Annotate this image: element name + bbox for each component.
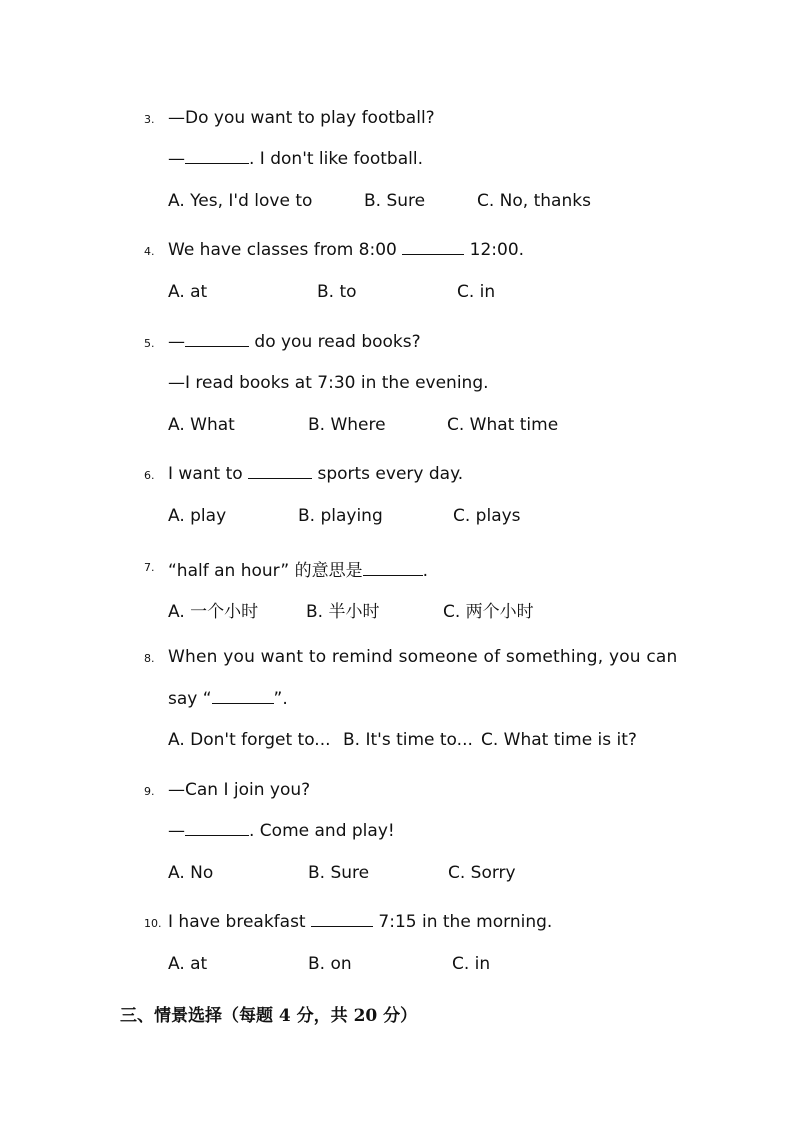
option-a: A. 一个小时	[168, 602, 259, 622]
dash: —	[168, 149, 185, 169]
option-a: A. Yes, I'd love to	[168, 191, 313, 211]
dash: —	[168, 821, 185, 841]
answer-line	[168, 149, 423, 169]
option-a: A. at	[168, 282, 208, 302]
question-number: 8.	[144, 652, 155, 665]
answer-blank	[363, 561, 423, 576]
question-number: 3.	[144, 113, 155, 126]
answer-text: . Come and play!	[249, 821, 395, 841]
option-a: A. play	[168, 506, 227, 526]
option-b: B. Where	[308, 415, 386, 435]
question-number: 7.	[144, 561, 155, 574]
question-number: 9.	[144, 785, 155, 798]
answer-line	[168, 821, 395, 841]
section-heading: 三、情景选择（每题 4 分，共 20 分）	[120, 1006, 418, 1026]
question-text-start: say “	[168, 689, 212, 709]
option-b: B. It's time to...	[343, 730, 473, 750]
question-text-end: 12:00.	[464, 240, 525, 260]
option-a: A. What	[168, 415, 235, 435]
question-number: 4.	[144, 245, 155, 258]
answer-blank	[402, 240, 464, 255]
option-b: B. Sure	[364, 191, 426, 211]
question-text-end: do you read books?	[249, 332, 421, 352]
answer-blank	[185, 149, 249, 164]
question-text-end: 7:15 in the morning.	[373, 912, 553, 932]
answer-blank	[185, 332, 249, 347]
option-b: B. 半小时	[306, 602, 380, 622]
question-text	[168, 556, 428, 581]
question-text-start: “half an hour” 的意思是	[168, 561, 363, 581]
question-text-end: sports every day.	[312, 464, 464, 484]
answer-blank	[185, 821, 249, 836]
option-b: B. to	[317, 282, 357, 302]
option-b: B. Sure	[308, 863, 370, 883]
answer-blank	[248, 464, 312, 479]
question-text-continued	[168, 689, 288, 709]
question-text-start: I want to	[168, 464, 249, 484]
question-number: 6.	[144, 469, 155, 482]
option-c: C. plays	[453, 506, 521, 526]
question-text	[168, 240, 524, 260]
option-a: A. No	[168, 863, 214, 883]
option-c: C. What time is it?	[481, 730, 637, 750]
question-text-start: I have breakfast	[168, 912, 311, 932]
question-number: 5.	[144, 337, 155, 350]
question-text: —Do you want to play football?	[168, 108, 435, 128]
option-c: C. in	[452, 954, 491, 974]
question-text-start: We have classes from 8:00	[168, 240, 403, 260]
answer-blank	[311, 912, 373, 927]
question-text	[168, 912, 552, 932]
question-text	[168, 464, 463, 484]
question-text: —Can I join you?	[168, 780, 311, 800]
option-c: C. No, thanks	[477, 191, 591, 211]
option-b: B. on	[308, 954, 352, 974]
question-number: 10.	[144, 917, 162, 930]
question-text-end: ”.	[273, 689, 288, 709]
option-c: C. 两个小时	[443, 602, 534, 622]
option-a: A. at	[168, 954, 208, 974]
option-c: C. What time	[447, 415, 559, 435]
dash: —	[168, 332, 185, 352]
question-text	[168, 332, 421, 352]
option-c: C. in	[457, 282, 496, 302]
answer-blank	[212, 689, 274, 704]
question-text: When you want to remind someone of something, you can	[168, 647, 678, 667]
question-text-end: .	[422, 561, 428, 581]
answer-text: . I don't like football.	[249, 149, 423, 169]
option-b: B. playing	[298, 506, 383, 526]
answer-text: —I read books at 7:30 in the evening.	[168, 373, 489, 393]
option-a: A. Don't forget to...	[168, 730, 331, 750]
option-c: C. Sorry	[448, 863, 516, 883]
